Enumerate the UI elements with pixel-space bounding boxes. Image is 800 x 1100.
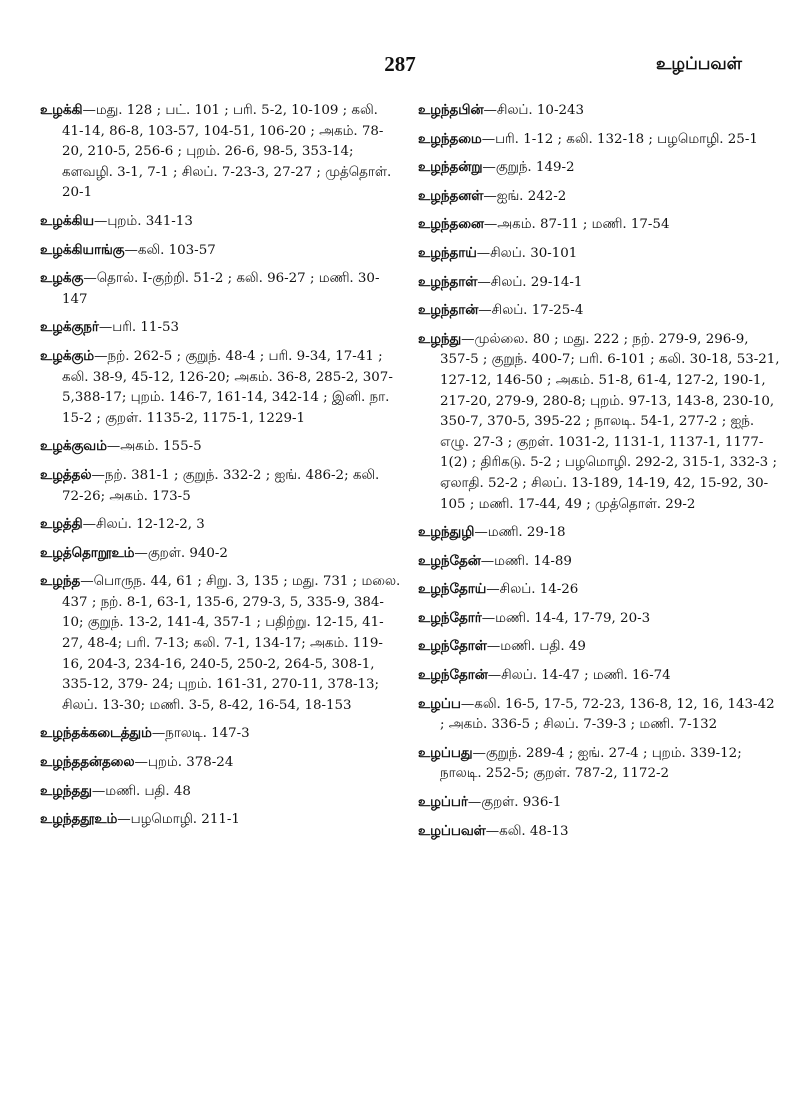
entry-references: —கலி. 48-13: [485, 823, 569, 839]
index-entry: [418, 579, 780, 601]
index-entry: [418, 100, 780, 122]
entry-headword: உழத்தி: [40, 516, 83, 533]
index-entry: [418, 300, 780, 322]
entry-references: —நற். 381-1 ; குறுந். 332-2 ; ஐங். 486-2; கலி. 72-26; அகம். 173-5: [62, 467, 380, 504]
index-entry: [418, 522, 780, 544]
entry-references: —அகம். 155-5: [106, 439, 202, 455]
entry-headword: உழக்கி: [40, 102, 83, 118]
entry-headword: உழக்கியாங்கு: [40, 241, 125, 258]
page-header: [0, 52, 800, 88]
index-entry: [40, 543, 402, 565]
entry-references: —நற். 262-5 ; குறுந். 48-4 ; பரி. 9-34, 17-41 ; கலி. 38-9, 45-12, 126-20; அகம். 36-8, 285-2, 307-5,388-17; புறம். 146-7, 161-14, 342-14 ; இனி. நா. 15-2 ; குறள். 1135-2, 1175-1, 1229-1: [62, 348, 393, 426]
entry-headword: உழந்தோன்: [418, 667, 488, 684]
entry-headword: உழந்தனள்: [418, 187, 484, 204]
entry-references: —மணி. 14-4, 17-79, 20-3: [481, 610, 651, 626]
entry-headword: உழந்ததன்தலை: [40, 754, 135, 771]
entry-references: —பொருந. 44, 61 ; சிறு. 3, 135 ; மது. 731 ; மலை. 437 ; நற். 8-1, 63-1, 135-6, 279-3, 5, 335-9, 384-10; குறுந். 13-2, 141-4, 357-1 ; பதிற்று. 12-15, 41-27, 48-4; பரி. 7-13; கலி. 7-1, 134-17; அகம். 119-16, 204-3, 234-16, 240-5, 250-2, 264-5, 308-1, 335-12, 379- 24; புறம். 161-31, 270-11, 378-13; சிலப். 13-30; மணி. 3-5, 8-42, 16-54, 18-153: [62, 574, 401, 713]
entry-headword: உழந்ததூஉம்: [40, 811, 118, 828]
entry-headword: உழத்தல்: [40, 466, 92, 483]
index-entry: [418, 186, 780, 208]
left-column: [40, 100, 402, 838]
entry-headword: உழக்கு: [40, 270, 84, 287]
index-entry: [418, 272, 780, 294]
entry-references: —குறள். 940-2: [134, 545, 228, 561]
entry-references: —மது. 128 ; பட். 101 ; பரி. 5-2, 10-109 ; கலி. 41-14, 86-8, 103-57, 104-51, 106-20 ; அகம். 78-20, 210-5, 256-6 ; புறம். 26-6, 98-5, 353-14; களவழி. 3-1, 7-1 ; சிலப். 7-23-3, 27-27 ; முத்தொள். 20-1: [62, 103, 392, 201]
index-entry: [418, 157, 780, 179]
index-entry: [40, 436, 402, 458]
entry-headword: உழந்தோள்: [418, 638, 487, 655]
entry-references: —சிலப். 14-26: [486, 582, 579, 598]
index-entry: [40, 514, 402, 536]
entry-references: —சிலப். 17-25-4: [478, 303, 584, 319]
index-entry: [40, 781, 402, 803]
entry-headword: உழந்தான்: [418, 302, 479, 319]
index-entry: [40, 465, 402, 507]
index-entry: [418, 243, 780, 265]
entry-references: —மணி. பதி. 49: [486, 639, 586, 655]
index-entry: [418, 214, 780, 236]
entry-headword: உழந்தேன்: [418, 552, 481, 569]
entry-references: —சிலப். 30-101: [476, 245, 578, 261]
index-entry: [40, 723, 402, 745]
entry-headword: உழக்குநர்: [40, 319, 99, 336]
entry-references: —அகம். 87-11 ; மணி. 17-54: [483, 217, 670, 233]
index-entry: [40, 571, 402, 716]
index-entry: [418, 551, 780, 573]
index-entry: [418, 636, 780, 658]
entry-headword: உழந்தாள்: [418, 273, 478, 290]
entry-headword: உழப்ப: [418, 695, 461, 712]
entry-headword: உழந்த: [40, 573, 81, 590]
entry-headword: உழந்தன்று: [418, 159, 483, 176]
index-entry: [418, 665, 780, 687]
index-entry: [418, 792, 780, 814]
entry-references: —குறுந். 149-2: [482, 160, 575, 176]
entry-headword: உழப்பர்: [418, 794, 468, 811]
entry-references: —சிலப். 14-47 ; மணி. 16-74: [487, 668, 671, 684]
entry-references: —புறம். 378-24: [134, 755, 234, 771]
entry-headword: உழப்பவள்: [418, 822, 486, 839]
entry-references: —மணி. 29-18: [474, 525, 566, 541]
entry-references: —ஐங். 242-2: [483, 188, 567, 204]
index-entry: [40, 752, 402, 774]
entry-headword: உழந்தோய்: [418, 581, 487, 598]
entry-references: —புறம். 341-13: [93, 213, 193, 229]
index-entry: [40, 100, 402, 204]
entry-references: —கலி. 103-57: [124, 242, 216, 258]
entry-references: —குறள். 936-1: [467, 795, 562, 811]
entry-references: —சிலப். 12-12-2, 3: [82, 517, 205, 533]
entry-headword: உழந்தோர்: [418, 609, 482, 626]
entry-references: —சிலப். 10-243: [483, 103, 585, 118]
entry-references: —சிலப். 29-14-1: [477, 274, 583, 290]
entry-headword: உழந்து: [418, 330, 462, 347]
index-entry: [418, 694, 780, 736]
entry-headword: உழந்தக்கடைத்தும்: [40, 725, 152, 742]
entry-references: —பரி. 1-12 ; கலி. 132-18 ; பழமொழி. 25-1: [481, 131, 758, 147]
index-entry: [418, 129, 780, 151]
page-number: 287: [384, 52, 416, 76]
index-entry: [40, 346, 402, 429]
running-head: உழப்பவள்: [655, 54, 742, 74]
index-entry: [418, 329, 780, 515]
entry-references: —பரி. 11-53: [98, 320, 180, 336]
index-entry: [40, 317, 402, 339]
index-entry: [40, 268, 402, 310]
entry-headword: உழந்தபின்: [418, 102, 484, 118]
entry-headword: உழந்துழி: [418, 524, 475, 541]
entry-references: —பழமொழி. 211-1: [117, 812, 240, 828]
entry-references: —மணி. பதி. 48: [91, 783, 191, 799]
entry-references: —தொல். I-குற்றி. 51-2 ; கலி. 96-27 ; மணி. 30-147: [62, 271, 380, 307]
entry-references: —கலி. 16-5, 17-5, 72-23, 136-8, 12, 16, 143-42 ; அகம். 336-5 ; சிலப். 7-39-3 ; மணி. 7-132: [440, 696, 775, 733]
index-entry: [40, 211, 402, 233]
entry-headword: உழப்பது: [418, 744, 473, 761]
entry-headword: உழந்தாய்: [418, 244, 477, 261]
entry-references: —முல்லை. 80 ; மது. 222 ; நற். 279-9, 296-9, 357-5 ; குறுந். 400-7; பரி. 6-101 ; கலி. 30-18, 53-21, 127-12, 146-50 ; அகம். 51-8, 61-4, 127-2, 190-1, 217-20, 279-9, 280-8; புறம். 97-13, 143-8, 230-10, 350-7, 370-5, 395-22 ; நாலடி. 54-1, 277-2 ; ஐந். எழு. 27-3 ; குறள். 1031-2, 1131-1, 1137-1, 1177-1(2) ; திரிகடு. 5-2 ; பழமொழி. 292-2, 315-1, 332-3 ; ஏலாதி. 52-2 ; சிலப். 13-189, 14-19, 42, 15-92, 30-105 ; மணி. 17-44, 49 ; முத்தொள். 29-2: [440, 331, 780, 512]
entry-headword: உழக்குவம்: [40, 438, 107, 455]
index-entry: [40, 240, 402, 262]
entry-references: —குறுந். 289-4 ; ஐங். 27-4 ; புறம். 339-12; நாலடி. 252-5; குறள். 787-2, 1172-2: [440, 745, 742, 782]
entry-references: —நாலடி. 147-3: [151, 726, 250, 742]
entry-headword: உழக்கும்: [40, 347, 95, 364]
entry-headword: உழந்தனை: [418, 216, 484, 233]
entry-headword: உழத்தொறூஉம்: [40, 544, 135, 561]
index-entry: [418, 608, 780, 630]
entry-headword: உழந்தது: [40, 782, 92, 799]
entry-references: —மணி. 14-89: [480, 553, 572, 569]
index-entry: [418, 821, 780, 843]
entry-headword: உழக்கிய: [40, 212, 94, 229]
entry-headword: உழந்தமை: [418, 130, 482, 147]
right-column: [418, 100, 780, 849]
index-entry: [418, 743, 780, 785]
index-entry: [40, 809, 402, 831]
